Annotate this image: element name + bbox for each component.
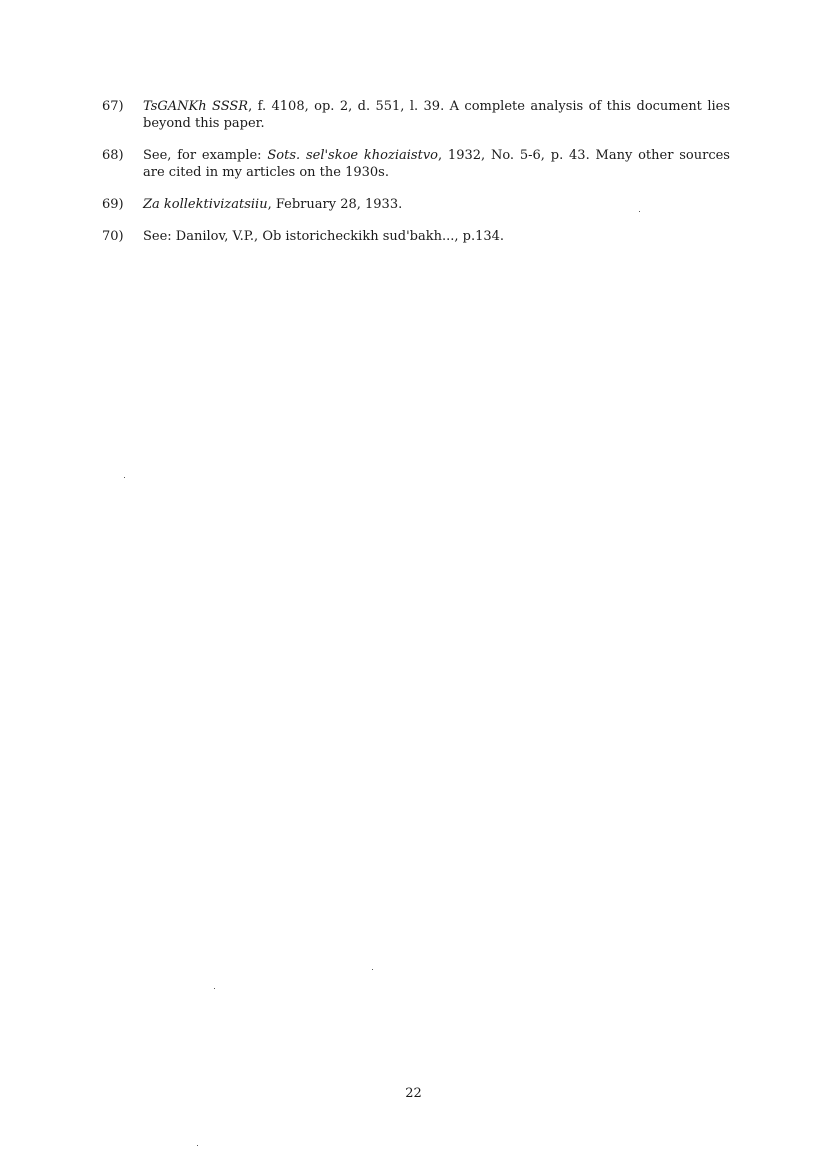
- scan-speck: [372, 969, 373, 970]
- footnote-number: 70): [102, 229, 124, 244]
- footnote-text-segment: , 1932, No. 5-6, p. 43. Many other sources are cited in my articles on the 1930s.: [143, 148, 730, 180]
- journal-title: Sots. sel'skoe khoziaistvo: [267, 148, 438, 163]
- footnote-text-segment: See, for example:: [143, 148, 268, 163]
- footnote-text: [143, 228, 730, 245]
- scan-speck: [197, 1145, 198, 1146]
- footnote-number: 69): [102, 197, 124, 212]
- footnote-text-segment: See: Danilov, V.P., Ob istoricheckikh sud'bakh..., p.134.: [143, 229, 505, 244]
- footnote-67: [102, 98, 730, 132]
- scan-speck: [124, 477, 125, 478]
- footnote-70: [102, 228, 730, 245]
- footnote-69: [102, 196, 730, 213]
- footnote-text-segment: , February 28, 1933.: [267, 197, 403, 212]
- archive-citation: TsGANKh SSSR: [143, 99, 249, 114]
- footnote-68: [102, 147, 730, 181]
- footnote-number: 68): [102, 148, 124, 163]
- scan-speck: [639, 211, 640, 212]
- footnote-number: 67): [102, 99, 124, 114]
- footnote-text: [143, 147, 730, 181]
- footnote-text: [143, 196, 730, 213]
- footnote-text: [143, 98, 730, 132]
- page-number: 22: [405, 1086, 422, 1101]
- footnote-text-segment: , f. 4108, op. 2, d. 551, l. 39. A complete analysis of this document lies beyond this paper.: [143, 99, 730, 131]
- newspaper-title: Za kollektivizatsiiu: [143, 197, 268, 212]
- footnotes-list: [102, 98, 730, 260]
- scan-speck: [214, 988, 215, 989]
